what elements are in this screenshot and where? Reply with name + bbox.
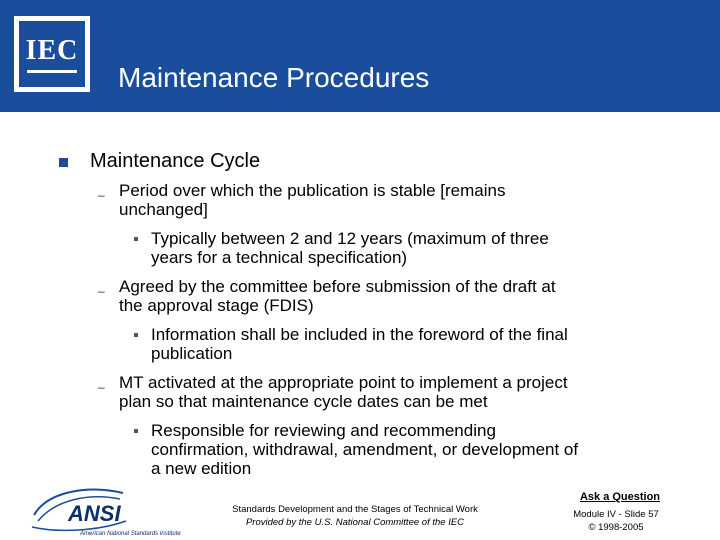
sub-bullet-icon bbox=[134, 237, 138, 241]
sub-bullet-icon bbox=[134, 333, 138, 337]
dash-bullet-icon: – bbox=[98, 284, 105, 298]
copyright: © 1998-2005 bbox=[588, 522, 644, 533]
footer-line-1: Standards Development and the Stages of Technical Work bbox=[232, 504, 478, 515]
logo-underline bbox=[27, 70, 77, 73]
footer-line-2: Provided by the U.S. National Committee of the IEC bbox=[245, 517, 465, 528]
iec-logo bbox=[14, 16, 90, 92]
sub-bullet-line: years for a technical specification) bbox=[151, 248, 408, 267]
bullet-item bbox=[119, 277, 669, 315]
sub-bullet-line: a new edition bbox=[151, 459, 252, 478]
ansi-logo bbox=[28, 485, 208, 537]
slide-info bbox=[556, 508, 676, 534]
header-bar bbox=[0, 0, 720, 112]
bullet-line: Period over which the publication is stable [remains bbox=[119, 181, 506, 200]
iec-logo-text: IEC bbox=[25, 35, 79, 66]
dash-bullet-icon: – bbox=[98, 380, 105, 394]
sub-bullet-line: Typically between 2 and 12 years (maximum of three bbox=[151, 229, 549, 248]
footer-info bbox=[200, 503, 510, 529]
sub-bullet-line: confirmation, withdrawal, amendment, or development of bbox=[151, 440, 579, 459]
slide-number: Module IV - Slide 57 bbox=[573, 509, 659, 520]
bullet-line: unchanged] bbox=[119, 200, 208, 219]
bullet-line: MT activated at the appropriate point to implement a project bbox=[119, 373, 568, 392]
bullet-item bbox=[119, 373, 669, 411]
sub-bullet-icon bbox=[134, 429, 138, 433]
dash-bullet-icon: – bbox=[98, 188, 105, 202]
ansi-tagline: American National Standards Institute bbox=[80, 531, 181, 537]
bullet-line: Agreed by the committee before submission of the draft at bbox=[119, 277, 556, 296]
sub-bullet-line: Responsible for reviewing and recommending bbox=[151, 421, 496, 440]
ask-question-link[interactable]: Ask a Question bbox=[579, 491, 661, 503]
ansi-logo-text: ANSI bbox=[68, 501, 121, 526]
slide-title: Maintenance Procedures bbox=[118, 62, 430, 93]
bullet-square-icon bbox=[59, 158, 68, 167]
sub-bullet-item bbox=[151, 325, 671, 363]
sub-bullet-item bbox=[151, 229, 671, 267]
sub-bullet-item bbox=[151, 421, 671, 478]
level1-text: Maintenance Cycle bbox=[90, 150, 261, 172]
sub-bullet-line: publication bbox=[151, 344, 233, 363]
bullet-line: the approval stage (FDIS) bbox=[119, 296, 314, 315]
bullet-line: plan so that maintenance cycle dates can be met bbox=[119, 392, 488, 411]
sub-bullet-line: Information shall be included in the foreword of the final bbox=[151, 325, 568, 344]
bullet-item bbox=[119, 181, 669, 219]
